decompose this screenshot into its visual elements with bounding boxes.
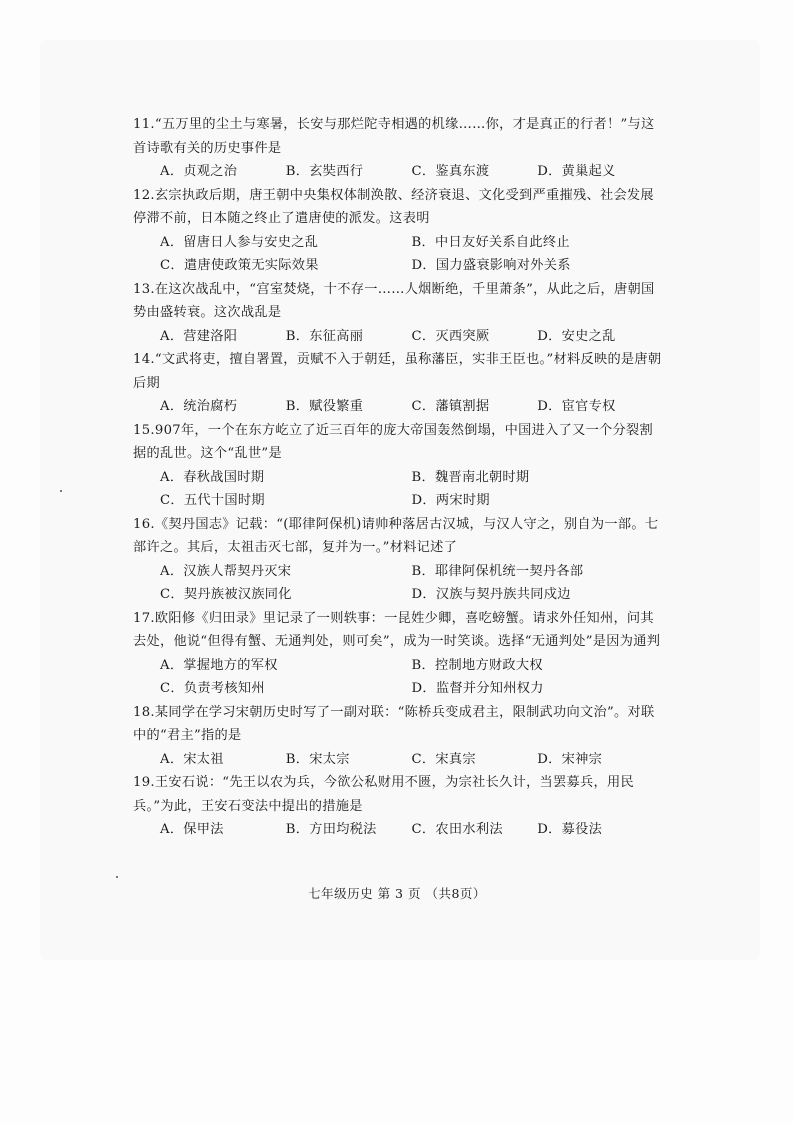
question-12 xyxy=(133,184,663,278)
question-stem: 14.“文武将吏，擅自署置，贡赋不入于朝廷，虽称藩臣，实非王臣也。”材料反映的是唐朝后期 xyxy=(133,352,662,391)
option-b: B．耶律阿保机统一契丹各部 xyxy=(411,563,584,579)
option-b: B．方田均税法 xyxy=(285,822,377,837)
option-row xyxy=(133,160,663,184)
option-b: B．中日友好关系自此终止 xyxy=(411,234,570,250)
option-d: D．汉族与契丹族共同戍边 xyxy=(411,587,571,602)
question-stem: 11.“五万里的尘土与寒暑，长安与那烂陀寺相遇的机缘……你，才是真正的行者！”与这首诗歌有关的历史事件是 xyxy=(133,117,655,156)
question-11 xyxy=(133,113,663,184)
option-d: D．宋神宗 xyxy=(537,751,603,767)
option-row xyxy=(133,325,663,349)
question-list xyxy=(133,113,663,842)
question-stem: 16.《契丹国志》记载：“(耶律阿保机)请帅种落居古汉城，与汉人守之，别自为一部。七部许之。其后，太祖击灭七部，复并为一。”材料记述了 xyxy=(133,516,659,555)
option-c: C．契丹族被汉族同化 xyxy=(160,587,292,602)
option-c: C．五代十国时期 xyxy=(160,493,265,508)
option-d: D．宦官专权 xyxy=(537,399,616,414)
option-row xyxy=(133,466,663,490)
option-row xyxy=(133,560,663,584)
question-19 xyxy=(133,771,663,842)
option-row xyxy=(133,748,663,772)
question-14 xyxy=(133,348,663,419)
option-b: B．东征高丽 xyxy=(285,328,364,344)
option-d: D．两宋时期 xyxy=(411,493,490,508)
option-d: D．监督并分知州权力 xyxy=(411,681,544,696)
option-a: A．贞观之治 xyxy=(160,164,238,179)
option-d: D．安史之乱 xyxy=(537,328,616,344)
question-stem: 15.907年，一个在东方屹立了近三百年的庞大帝国轰然倒塌，中国进入了又一个分裂割据的乱世。这个“乱世”是 xyxy=(133,422,654,461)
option-d: D．黄巢起义 xyxy=(537,164,616,179)
option-c: C．藩镇割据 xyxy=(411,399,490,414)
question-13 xyxy=(133,278,663,349)
question-stem: 12.玄宗执政后期，唐王朝中央集权体制涣散、经济衰退、文化受到严重摧残、社会发展停滞不前，日本随之终止了遣唐使的派发。这表明 xyxy=(133,187,654,226)
question-17 xyxy=(133,607,663,701)
question-15 xyxy=(133,419,663,513)
option-b: B．赋役繁重 xyxy=(285,399,364,414)
option-a: A．宋太祖 xyxy=(160,751,224,767)
option-b: B．宋太宗 xyxy=(285,751,350,767)
option-row xyxy=(133,231,663,255)
option-a: A．汉族人帮契丹灭宋 xyxy=(160,563,292,579)
option-row xyxy=(133,489,663,513)
question-stem: 17.欧阳修《归田录》里记录了一则轶事：一昆姓少卿，喜吃螃蟹。请求外任知州，问其去处，他说“但得有蟹、无通判处，则可矣”，成为一时笑谈。选择“无通判处”是因为通判 xyxy=(133,610,661,649)
question-18 xyxy=(133,701,663,772)
option-row xyxy=(133,395,663,419)
option-b: B．魏晋南北朝时期 xyxy=(411,469,530,485)
option-row xyxy=(133,254,663,278)
option-b: B．控制地方财政大权 xyxy=(411,657,543,673)
option-c: C．宋真宗 xyxy=(411,751,476,767)
question-stem: 13.在这次战乱中，“宫室焚烧，十不存一……人烟断绝，千里萧条”，从此之后，唐朝国势由盛转衰。这次战乱是 xyxy=(133,281,655,320)
option-b: B．玄奘西行 xyxy=(285,164,364,179)
option-a: A．统治腐朽 xyxy=(160,399,238,414)
question-16 xyxy=(133,513,663,607)
scan-speck xyxy=(60,490,62,492)
option-row xyxy=(133,818,663,842)
option-c: C．遣唐使政策无实际效果 xyxy=(160,258,319,273)
option-row xyxy=(133,677,663,701)
option-c: C．灭西突厥 xyxy=(411,328,490,344)
question-stem: 19.王安石说：“先王以农为兵，今欲公私财用不匮，为宗社长久计，当罢募兵，用民兵。”为此，王安石变法中提出的措施是 xyxy=(133,775,634,814)
page-footer: 七年级历史 第 3 页 （共8页） xyxy=(308,886,486,901)
option-a: A．保甲法 xyxy=(160,822,224,837)
scan-speck xyxy=(116,876,118,878)
option-d: D．募役法 xyxy=(537,822,603,837)
option-d: D．国力盛衰影响对外关系 xyxy=(411,258,571,273)
option-c: C．农田水利法 xyxy=(411,822,503,837)
option-a: A．春秋战国时期 xyxy=(160,469,265,485)
option-c: C．负责考核知州 xyxy=(160,681,265,696)
option-row xyxy=(133,654,663,678)
option-row xyxy=(133,583,663,607)
option-a: A．营建洛阳 xyxy=(160,328,238,344)
option-a: A．掌握地方的军权 xyxy=(160,657,278,673)
option-c: C．鉴真东渡 xyxy=(411,164,490,179)
question-stem: 18.某同学在学习宋朝历史时写了一副对联：“陈桥兵变成君主，限制武功向文治”。对联中的“君主”指的是 xyxy=(133,704,655,743)
option-a: A．留唐日人参与安史之乱 xyxy=(160,234,319,250)
